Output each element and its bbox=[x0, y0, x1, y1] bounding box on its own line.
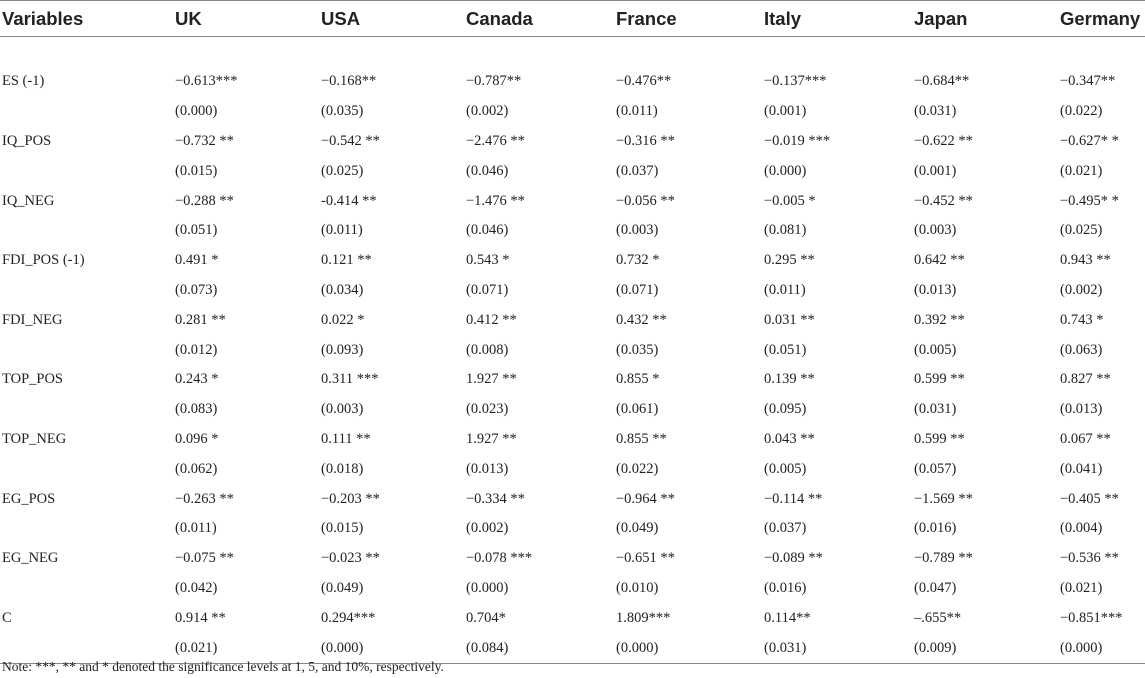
header-row bbox=[0, 1, 1145, 37]
coef-cell-uk: −0.263 ** bbox=[175, 490, 234, 507]
pvalue-cell-italy: (0.011) bbox=[764, 281, 806, 298]
coef-cell-canada: −1.476 ** bbox=[466, 192, 525, 209]
coef-cell-usa: 0.121 ** bbox=[321, 252, 372, 269]
pvalue-cell-italy: (0.000) bbox=[764, 162, 807, 179]
variable-name-empty bbox=[0, 97, 175, 127]
pvalue-cell-france: (0.022) bbox=[616, 460, 659, 477]
pvalue-cell-uk: (0.083) bbox=[175, 401, 218, 418]
coef-row bbox=[0, 186, 1145, 216]
variable-name-empty bbox=[0, 335, 175, 365]
pvalue-cell-canada: (0.002) bbox=[466, 103, 509, 120]
coef-cell-france: −0.056 ** bbox=[616, 192, 675, 209]
pvalue-cell-japan: (0.016) bbox=[914, 520, 957, 537]
pvalue-cell-italy: (0.001) bbox=[764, 103, 807, 120]
coef-row bbox=[0, 484, 1145, 514]
pvalue-cell-usa: (0.015) bbox=[321, 520, 364, 537]
pvalue-cell-canada: (0.002) bbox=[466, 520, 509, 537]
pvalue-row bbox=[0, 514, 1145, 544]
coef-cell-germany: −0.347** bbox=[1060, 73, 1116, 90]
pvalue-cell-canada: (0.000) bbox=[466, 579, 509, 596]
header-italy: Italy bbox=[764, 1, 914, 37]
pvalue-cell-germany: (0.002) bbox=[1060, 281, 1103, 298]
coef-cell-france: 0.855 ** bbox=[616, 430, 667, 447]
variable-name-empty bbox=[0, 216, 175, 246]
coef-row bbox=[0, 246, 1145, 276]
variable-name: TOP_NEG bbox=[2, 430, 67, 447]
coef-cell-canada: −0.078 *** bbox=[466, 550, 533, 567]
coef-cell-canada: −0.334 ** bbox=[466, 490, 525, 507]
coef-row bbox=[0, 603, 1145, 633]
coef-cell-italy: 0.031 ** bbox=[764, 311, 815, 328]
coef-cell-usa: −0.542 ** bbox=[321, 132, 380, 149]
pvalue-cell-germany: (0.021) bbox=[1060, 579, 1103, 596]
coef-cell-germany: −0.627* * bbox=[1060, 132, 1119, 149]
pvalue-cell-germany: (0.004) bbox=[1060, 520, 1103, 537]
coef-cell-usa: 0.311 *** bbox=[321, 371, 379, 388]
pvalue-row bbox=[0, 454, 1145, 484]
pvalue-cell-japan: (0.047) bbox=[914, 579, 957, 596]
pvalue-cell-usa: (0.049) bbox=[321, 579, 364, 596]
pvalue-cell-france: (0.071) bbox=[616, 281, 659, 298]
coef-cell-italy: −0.137*** bbox=[764, 73, 827, 90]
pvalue-cell-usa: (0.000) bbox=[321, 633, 466, 663]
coef-cell-france: −0.651 ** bbox=[616, 550, 675, 567]
pvalue-cell-italy: (0.031) bbox=[764, 633, 914, 663]
variable-name: IQ_NEG bbox=[2, 192, 55, 209]
coef-cell-uk: 0.491 * bbox=[175, 252, 219, 269]
pvalue-cell-canada: (0.008) bbox=[466, 341, 509, 358]
variable-name: C bbox=[2, 609, 12, 626]
pvalue-cell-japan: (0.031) bbox=[914, 103, 957, 120]
pvalue-cell-uk: (0.000) bbox=[175, 103, 218, 120]
coef-cell-france: −0.476** bbox=[616, 73, 672, 90]
coef-cell-germany: 0.943 ** bbox=[1060, 252, 1111, 269]
variable-name-empty bbox=[0, 574, 175, 604]
pvalue-cell-germany: (0.022) bbox=[1060, 103, 1103, 120]
pvalue-cell-uk: (0.015) bbox=[175, 162, 218, 179]
header-france: France bbox=[616, 1, 764, 37]
pvalue-cell-france: (0.061) bbox=[616, 401, 659, 418]
pvalue-row bbox=[0, 574, 1145, 604]
pvalue-cell-canada: (0.023) bbox=[466, 401, 509, 418]
coef-cell-uk: 0.096 * bbox=[175, 430, 219, 447]
table-spacer bbox=[0, 37, 1145, 68]
variable-name-empty bbox=[0, 395, 175, 425]
pvalue-cell-usa: (0.025) bbox=[321, 162, 364, 179]
coef-cell-usa: -0.414 ** bbox=[321, 192, 377, 209]
pvalue-cell-uk: (0.051) bbox=[175, 222, 218, 239]
coef-cell-japan: 0.642 ** bbox=[914, 252, 965, 269]
pvalue-cell-canada: (0.046) bbox=[466, 162, 509, 179]
coef-cell-italy: 0.295 ** bbox=[764, 252, 815, 269]
pvalue-cell-germany: (0.063) bbox=[1060, 341, 1103, 358]
pvalue-cell-france: (0.037) bbox=[616, 162, 659, 179]
coef-cell-japan: –.655** bbox=[914, 609, 962, 626]
coef-cell-france: −0.316 ** bbox=[616, 132, 675, 149]
variable-name: FDI_NEG bbox=[2, 311, 63, 328]
coef-row bbox=[0, 425, 1145, 455]
coef-cell-france: 0.732 * bbox=[616, 252, 660, 269]
pvalue-cell-japan: (0.001) bbox=[914, 162, 957, 179]
coef-cell-italy: −0.089 ** bbox=[764, 550, 823, 567]
coef-cell-uk: 0.914 ** bbox=[175, 609, 226, 626]
coef-cell-japan: 0.599 ** bbox=[914, 371, 965, 388]
coef-cell-uk: −0.613*** bbox=[175, 73, 238, 90]
variable-name: EG_POS bbox=[2, 490, 56, 507]
coef-cell-uk: 0.243 * bbox=[175, 371, 219, 388]
pvalue-cell-germany: (0.000) bbox=[1060, 633, 1145, 663]
coef-cell-uk: −0.075 ** bbox=[175, 550, 234, 567]
variable-name: IQ_POS bbox=[2, 132, 52, 149]
pvalue-cell-uk: (0.062) bbox=[175, 460, 218, 477]
pvalue-row bbox=[0, 97, 1145, 127]
header-uk: UK bbox=[175, 1, 321, 37]
pvalue-cell-germany: (0.013) bbox=[1060, 401, 1103, 418]
pvalue-row bbox=[0, 216, 1145, 246]
pvalue-cell-germany: (0.025) bbox=[1060, 222, 1103, 239]
pvalue-cell-italy: (0.095) bbox=[764, 401, 807, 418]
pvalue-cell-usa: (0.034) bbox=[321, 281, 364, 298]
pvalue-cell-usa: (0.003) bbox=[321, 401, 364, 418]
pvalue-cell-japan: (0.031) bbox=[914, 401, 957, 418]
coef-cell-uk: 0.281 ** bbox=[175, 311, 226, 328]
coef-cell-canada: 0.412 ** bbox=[466, 311, 517, 328]
coef-cell-germany: 0.067 ** bbox=[1060, 430, 1111, 447]
coef-cell-italy: −0.019 *** bbox=[764, 132, 831, 149]
coef-cell-usa: 0.294*** bbox=[321, 609, 376, 626]
coef-cell-japan: −0.789 ** bbox=[914, 550, 973, 567]
coef-cell-usa: 0.111 ** bbox=[321, 430, 371, 447]
coef-cell-usa: −0.168** bbox=[321, 73, 377, 90]
coef-cell-usa: −0.023 ** bbox=[321, 550, 380, 567]
coef-row bbox=[0, 365, 1145, 395]
pvalue-cell-japan: (0.005) bbox=[914, 341, 957, 358]
variable-name-empty bbox=[0, 156, 175, 186]
coef-cell-canada: 0.704* bbox=[466, 609, 506, 626]
header-usa: USA bbox=[321, 1, 466, 37]
pvalue-row bbox=[0, 156, 1145, 186]
coef-cell-italy: 0.043 ** bbox=[764, 430, 815, 447]
pvalue-cell-germany: (0.021) bbox=[1060, 162, 1103, 179]
pvalue-cell-japan: (0.013) bbox=[914, 281, 957, 298]
pvalue-cell-uk: (0.021) bbox=[175, 633, 321, 663]
pvalue-cell-france: (0.049) bbox=[616, 520, 659, 537]
coef-cell-germany: −0.851*** bbox=[1060, 609, 1123, 626]
header-canada: Canada bbox=[466, 1, 616, 37]
variable-name: TOP_POS bbox=[2, 371, 63, 388]
coef-cell-france: 1.809*** bbox=[616, 609, 671, 626]
coef-row bbox=[0, 67, 1145, 97]
variable-name: FDI_POS (-1) bbox=[2, 252, 85, 269]
header-japan: Japan bbox=[914, 1, 1060, 37]
table-body bbox=[0, 37, 1145, 664]
coef-cell-germany: −0.405 ** bbox=[1060, 490, 1119, 507]
coef-cell-canada: 0.543 * bbox=[466, 252, 510, 269]
pvalue-cell-japan: (0.009) bbox=[914, 633, 1060, 663]
variable-name-empty bbox=[0, 276, 175, 306]
coef-cell-italy: −0.114 ** bbox=[764, 490, 823, 507]
pvalue-cell-france: (0.003) bbox=[616, 222, 659, 239]
coef-cell-france: 0.855 * bbox=[616, 371, 660, 388]
pvalue-row bbox=[0, 276, 1145, 306]
coef-cell-france: −0.964 ** bbox=[616, 490, 675, 507]
coef-cell-france: 0.432 ** bbox=[616, 311, 667, 328]
pvalue-cell-usa: (0.093) bbox=[321, 341, 364, 358]
pvalue-cell-italy: (0.081) bbox=[764, 222, 807, 239]
pvalue-cell-france: (0.010) bbox=[616, 579, 659, 596]
coef-cell-japan: 0.392 ** bbox=[914, 311, 965, 328]
variable-name-empty bbox=[0, 514, 175, 544]
pvalue-cell-canada: (0.084) bbox=[466, 633, 616, 663]
pvalue-row bbox=[0, 335, 1145, 365]
coef-cell-germany: −0.536 ** bbox=[1060, 550, 1119, 567]
pvalue-cell-uk: (0.073) bbox=[175, 281, 218, 298]
pvalue-cell-usa: (0.035) bbox=[321, 103, 364, 120]
pvalue-cell-italy: (0.005) bbox=[764, 460, 807, 477]
coef-cell-japan: −0.452 ** bbox=[914, 192, 973, 209]
pvalue-cell-germany: (0.041) bbox=[1060, 460, 1103, 477]
coef-cell-japan: 0.599 ** bbox=[914, 430, 965, 447]
coef-cell-germany: 0.743 * bbox=[1060, 311, 1104, 328]
coef-cell-japan: −1.569 ** bbox=[914, 490, 973, 507]
coef-cell-canada: 1.927 ** bbox=[466, 430, 517, 447]
pvalue-row bbox=[0, 395, 1145, 425]
coef-cell-italy: 0.139 ** bbox=[764, 371, 815, 388]
pvalue-cell-japan: (0.003) bbox=[914, 222, 957, 239]
pvalue-cell-usa: (0.011) bbox=[321, 222, 363, 239]
header-germany: Germany bbox=[1060, 1, 1145, 37]
pvalue-cell-canada: (0.071) bbox=[466, 281, 509, 298]
pvalue-cell-canada: (0.013) bbox=[466, 460, 509, 477]
coef-cell-uk: −0.288 ** bbox=[175, 192, 234, 209]
pvalue-cell-uk: (0.012) bbox=[175, 341, 218, 358]
coef-cell-germany: −0.495* * bbox=[1060, 192, 1119, 209]
coef-row bbox=[0, 544, 1145, 574]
pvalue-cell-usa: (0.018) bbox=[321, 460, 364, 477]
table-note: Note: ***, ** and * denoted the significance levels at 1, 5, and 10%, respectively. bbox=[2, 659, 444, 674]
pvalue-cell-france: (0.035) bbox=[616, 341, 659, 358]
pvalue-cell-uk: (0.042) bbox=[175, 579, 218, 596]
pvalue-cell-japan: (0.057) bbox=[914, 460, 957, 477]
header-variables: Variables bbox=[0, 1, 175, 37]
pvalue-cell-italy: (0.037) bbox=[764, 520, 807, 537]
coef-cell-japan: −0.622 ** bbox=[914, 132, 973, 149]
pvalue-cell-italy: (0.016) bbox=[764, 579, 807, 596]
pvalue-cell-italy: (0.051) bbox=[764, 341, 807, 358]
coef-cell-germany: 0.827 ** bbox=[1060, 371, 1111, 388]
pvalue-cell-canada: (0.046) bbox=[466, 222, 509, 239]
pvalue-cell-uk: (0.011) bbox=[175, 520, 217, 537]
coef-cell-usa: −0.203 ** bbox=[321, 490, 380, 507]
coef-cell-usa: 0.022 * bbox=[321, 311, 365, 328]
variable-name: ES (-1) bbox=[2, 73, 45, 90]
variable-name-empty bbox=[0, 454, 175, 484]
coef-cell-japan: −0.684** bbox=[914, 73, 970, 90]
variable-name: EG_NEG bbox=[2, 550, 59, 567]
pvalue-cell-france: (0.000) bbox=[616, 633, 764, 663]
coef-cell-italy: −0.005 * bbox=[764, 192, 816, 209]
coef-row bbox=[0, 127, 1145, 157]
coef-cell-italy: 0.114** bbox=[764, 609, 811, 626]
coef-row bbox=[0, 305, 1145, 335]
coef-cell-canada: −2.476 ** bbox=[466, 132, 525, 149]
coef-cell-canada: −0.787** bbox=[466, 73, 522, 90]
coef-cell-uk: −0.732 ** bbox=[175, 132, 234, 149]
coef-cell-canada: 1.927 ** bbox=[466, 371, 517, 388]
pvalue-cell-france: (0.011) bbox=[616, 103, 658, 120]
